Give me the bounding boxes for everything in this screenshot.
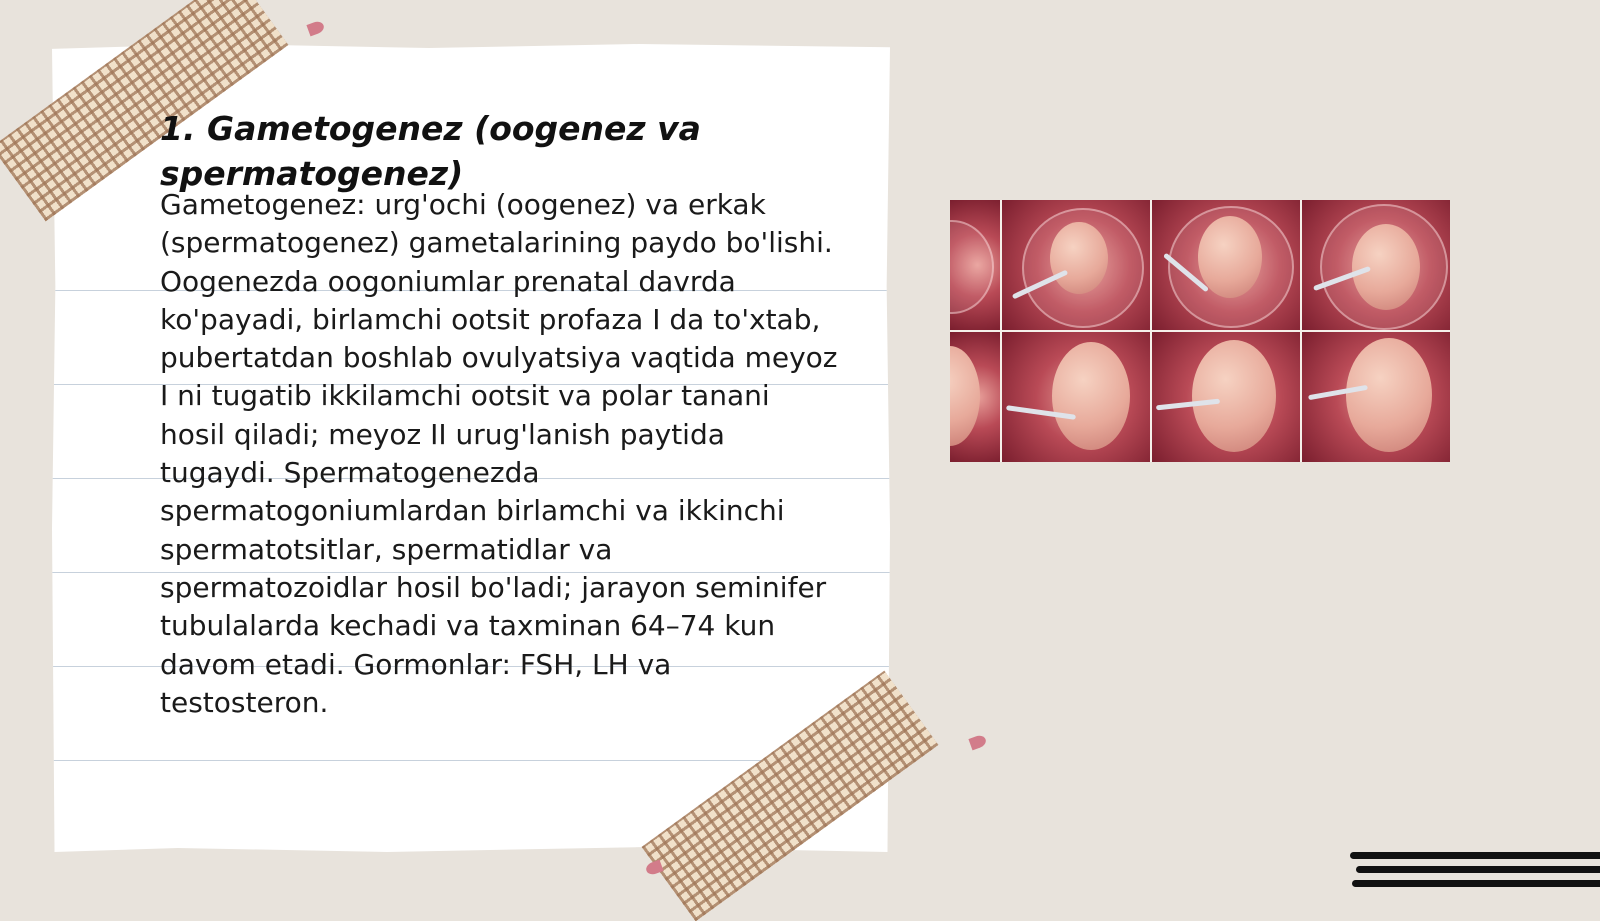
slide-title: 1. Gametogenez (oogenez va spermatogenez) (160, 109, 701, 193)
decorative-stripe (1352, 880, 1600, 887)
embryo-photo-cell (1002, 332, 1150, 462)
embryo-photo-cell (1302, 200, 1450, 330)
decorative-stripe (1356, 866, 1600, 873)
embryo-photo-grid (950, 200, 1450, 462)
embryo-photo-cell (1152, 200, 1300, 330)
embryo-photo-cell (950, 200, 1000, 330)
slide-body-text: Gametogenez: urg'ochi (oogenez) va erkak (spermatogenez) gametalarining paydo bo'lishi. Oogenezda oogoniumlar prenatal davrda ko'payadi, birlamchi ootsit profaza I da to'xtab, pubertatdan boshlab ovulyatsiya vaqtida meyoz I ni tugatib ikkilamchi ootsit va polar tanani hosil qiladi; meyoz II urug'lanish paytida tugaydi. Spermatogenezda spermatogoniumlardan birlamchi va ikkinchi spermatotsitlar, spermatidlar va spermatozoidlar hosil bo'ladi; jarayon seminifer tubulalarda kechadi va taxminan 64–74 kun davom etadi. Gormonlar: FSH, LH va testosteron. (160, 188, 838, 719)
embryo-photo-cell (1302, 332, 1450, 462)
embryo-photo-cell (1152, 332, 1300, 462)
decorative-stripe (1350, 852, 1600, 859)
tape-tip-top (306, 20, 325, 37)
embryo-photo-cell (950, 332, 1000, 462)
tape-tip-bottom (968, 734, 987, 751)
embryo-photo-cell (1002, 200, 1150, 330)
